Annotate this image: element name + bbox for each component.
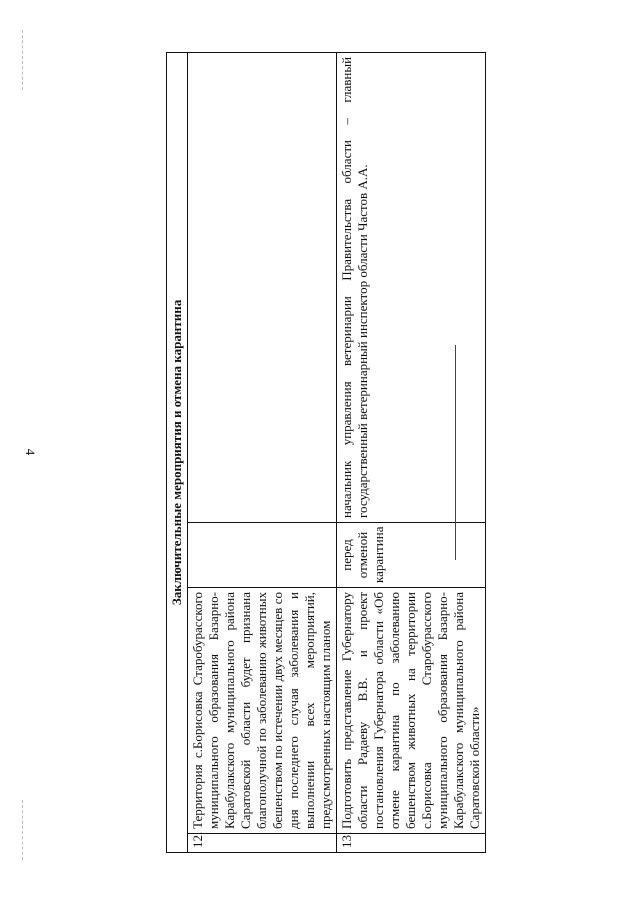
table-row bbox=[337, 52, 486, 852]
section-title: Заключительные мероприятия и отмена карантина bbox=[167, 52, 188, 852]
margin-mark bbox=[22, 800, 23, 860]
table-row bbox=[188, 52, 337, 852]
task-cell: Подготовить представление Губернатору области Радаеву В.В. и проект постановления Губернатора области «Об отмене карантина по заболеванию бешенством животных на территории с.Борисовка Старобурасского муниципального образования Базарно-Карабулакского муниципального района Саратовской области» bbox=[337, 587, 486, 833]
row-number: 12. bbox=[188, 833, 337, 852]
section-row bbox=[167, 52, 188, 852]
signature-line bbox=[455, 345, 456, 560]
responsible-cell: начальник управления ветеринарии Правительства области – главный государственный ветеринарный инспектор области Частов А.А. bbox=[337, 52, 486, 522]
margin-mark bbox=[22, 30, 23, 90]
plan-table bbox=[166, 51, 486, 852]
term-cell bbox=[188, 522, 337, 587]
rotated-table-wrapper bbox=[166, 53, 482, 853]
term-cell: перед отменой карантина bbox=[337, 522, 486, 587]
page-number: 4 bbox=[23, 448, 38, 456]
row-number: 13. bbox=[337, 833, 486, 852]
task-cell: Территория с.Борисовка Старобурасского муниципального образования Базарно-Карабулакского муниципального района Саратовской области будет признана благополучной по заболеванию животных бешенством по истечении двух месяцев со дня последнего случая заболевания и выполнении всех мероприятий, предусмотренных настоящим планом bbox=[188, 587, 337, 833]
responsible-cell bbox=[188, 52, 337, 522]
